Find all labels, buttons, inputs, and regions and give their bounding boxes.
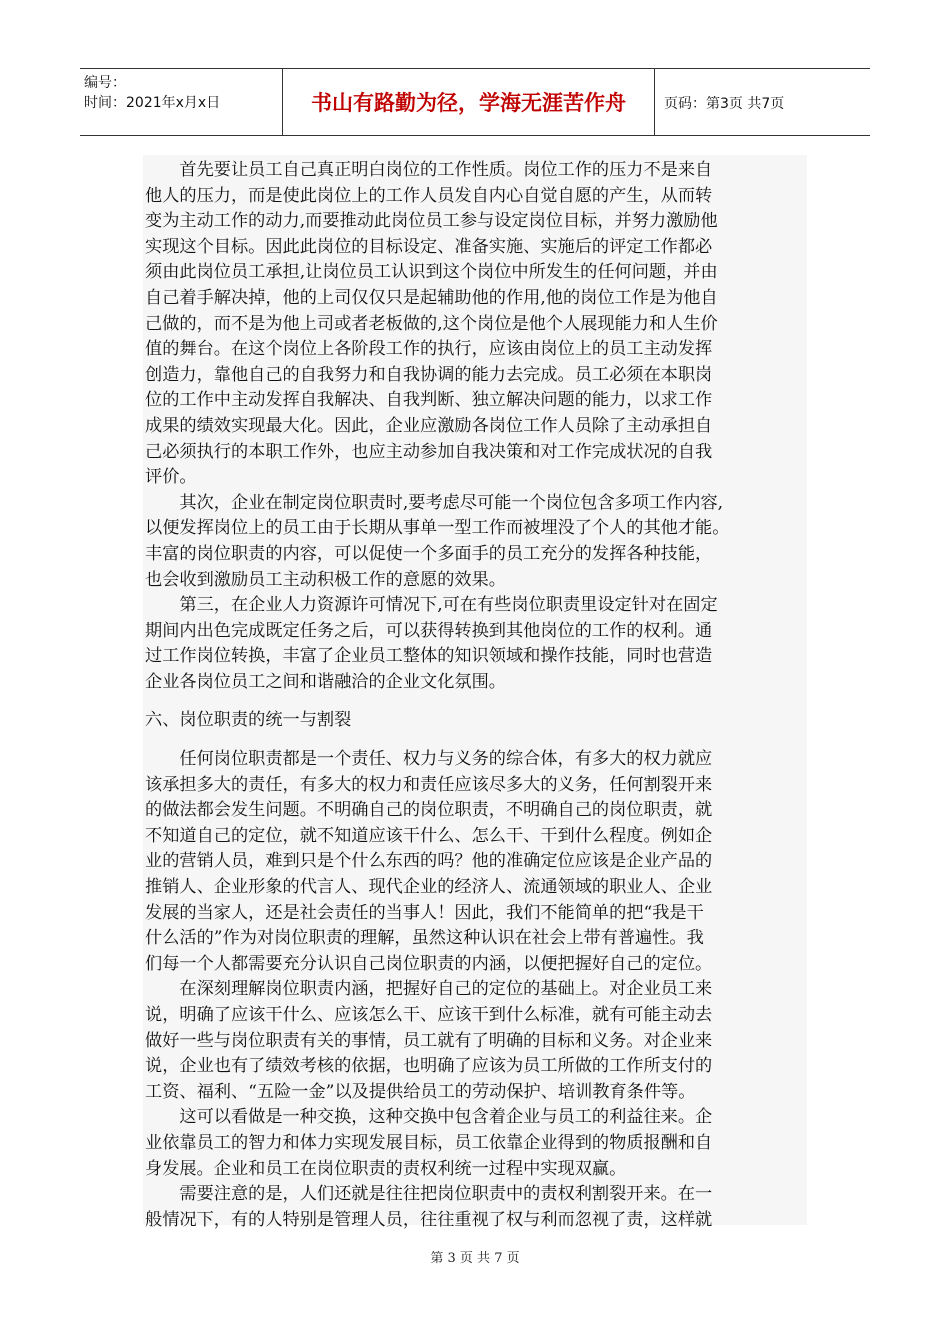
text-line: 位的工作中主动发挥自我解决、自我判断、独立解决问题的能力，以求工作 xyxy=(145,390,713,411)
document-number-label: 编号： xyxy=(84,75,126,91)
page-header xyxy=(80,68,870,136)
text-line: 的做法都会发生问题。不明确自己的岗位职责，不明确自己的岗位职责，就 xyxy=(145,800,713,821)
text-line: 不知道自己的定位，就不知道应该干什么、怎么干、干到什么程度。例如企 xyxy=(145,825,713,846)
text-line: 推销人、企业形象的代言人、现代企业的经济人、流通领域的职业人、企业 xyxy=(145,877,713,898)
text-line: 什么活的”作为对岗位职责的理解，虽然这种认识在社会上带有普遍性。我 xyxy=(145,928,704,949)
header-page-info: 页码：第3页 共7页 xyxy=(664,96,785,112)
text-line: 说，明确了应该干什么、应该怎么干、应该干到什么标准，就有可能主动去 xyxy=(145,1005,713,1025)
paragraph-gap xyxy=(145,695,807,708)
text-line: 以便发挥岗位上的员工由于长期从事单一型工作而被埋没了个人的其他才能。 xyxy=(145,518,730,539)
text-line: 需要注意的是，人们还就是往往把岗位职责中的责权利割裂开来。在一 xyxy=(145,1184,713,1205)
text-line: 实现这个目标。因此此岗位的目标设定、准备实施、实施后的评定工作都必 xyxy=(145,236,713,257)
header-meta xyxy=(84,73,220,113)
text-line: 发展的当家人，还是社会责任的当事人！因此，我们不能简单的把“我是干 xyxy=(145,902,704,923)
text-line: 任何岗位职责都是一个责任、权力与义务的综合体，有多大的权力就应 xyxy=(145,749,713,770)
text-line: 该承担多大的责任，有多大的权力和责任应该尽多大的义务，任何割裂开来 xyxy=(145,774,713,795)
text-line: 须由此岗位员工承担,让岗位员工认识到这个岗位中所发生的任何问题，并由 xyxy=(145,262,718,283)
text-line: 说，企业也有了绩效考核的依据，也明确了应该为员工所做的工作所支付的 xyxy=(145,1056,713,1077)
text-line: 般情况下，有的人特别是管理人员，往往重视了权与利而忽视了责，这样就 xyxy=(145,1209,713,1230)
text-line: 做好一些与岗位职责有关的事情，员工就有了明确的目标和义务。对企业来 xyxy=(145,1030,713,1051)
text-line: 其次，企业在制定岗位职责时,要考虑尽可能一个岗位包含多项工作内容, xyxy=(145,492,724,513)
text-line: 在深刻理解岗位职责内涵，把握好自己的定位的基础上。对企业员工来 xyxy=(145,979,713,1000)
paragraph-gap xyxy=(145,734,807,747)
text-line: 变为主动工作的动力,而要推动此岗位员工参与设定岗位目标，并努力激励他 xyxy=(145,211,718,232)
text-line: 创造力，靠他自己的自我努力和自我协调的能力去完成。员工必须在本职岗 xyxy=(145,364,713,385)
text-line: 也会收到激励员工主动积极工作的意愿的效果。 xyxy=(145,569,506,590)
text-line: 这可以看做是一种交换，这种交换中包含着企业与员工的利益往来。企 xyxy=(145,1107,713,1128)
text-line: 六、岗位职责的统一与割裂 xyxy=(145,710,352,731)
text-line: 成果的绩效实现最大化。因此，企业应激励各岗位工作人员除了主动承担自 xyxy=(145,415,713,436)
text-line: 自己着手解决掉，他的上司仅仅只是起辅助他的作用,他的岗位工作是为他自 xyxy=(145,287,718,308)
text-line: 第三，在企业人力资源许可情况下,可在有些岗位职责里设定针对在固定 xyxy=(145,595,718,616)
page-footer: 第 3 页 共 7 页 xyxy=(430,1251,520,1266)
text-line: 首先要让员工自己真正明白岗位的工作性质。岗位工作的压力不是来自 xyxy=(145,160,713,180)
document-body xyxy=(145,158,807,1233)
text-line: 评价。 xyxy=(145,467,197,488)
text-line: 业的营销人员，难到只是个什么东西的吗？他的准确定位应该是企业产品的 xyxy=(145,851,713,872)
text-line: 们每一个人都需要充分认识自己岗位职责的内涵，以便把握好自己的定位。 xyxy=(145,953,713,974)
header-motto: 书山有路勤为径，学海无涯苦作舟 xyxy=(311,91,626,115)
text-line: 过工作岗位转换，丰富了企业员工整体的知识领域和操作技能，同时也营造 xyxy=(145,646,713,667)
text-line: 值的舞台。在这个岗位上各阶段工作的执行，应该由岗位上的员工主动发挥 xyxy=(145,339,713,360)
text-line: 己必须执行的本职工作外，也应主动参加自我决策和对工作完成状况的自我 xyxy=(145,441,713,462)
text-line: 己做的，而不是为他上司或者老板做的,这个岗位是他个人展现能力和人生价 xyxy=(145,313,718,334)
document-date-label: 时间：2021年x月x日 xyxy=(84,95,221,111)
header-divider xyxy=(654,69,655,135)
text-line: 期间内出色完成既定任务之后，可以获得转换到其他岗位的工作的权利。通 xyxy=(145,620,713,641)
text-line: 企业各岗位员工之间和谐融洽的企业文化氛围。 xyxy=(145,671,506,692)
text-line: 他人的压力，而是使此岗位上的工作人员发自内心自觉自愿的产生，从而转 xyxy=(145,185,713,206)
text-line: 身发展。企业和员工在岗位职责的责权利统一过程中实现双赢。 xyxy=(145,1158,627,1179)
text-line: 丰富的岗位职责的内容，可以促使一个多面手的员工充分的发挥各种技能， xyxy=(145,543,713,564)
text-line: 业依靠员工的智力和体力实现发展目标，员工依靠企业得到的物质报酬和自 xyxy=(145,1132,713,1153)
text-line: 工资、福利、“五险一金”以及提供给员工的劳动保护、培训教育条件等。 xyxy=(145,1081,696,1102)
